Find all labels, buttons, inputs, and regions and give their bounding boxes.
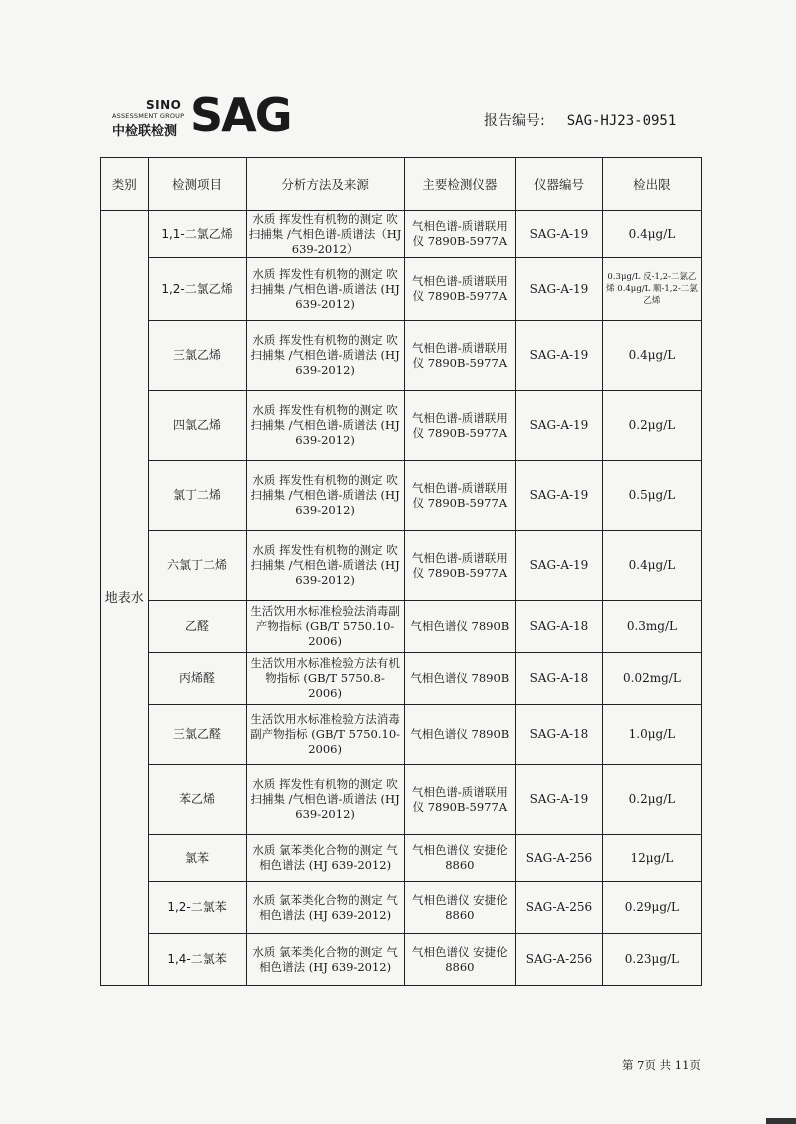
detection-limit-cell: 0.4μg/L [602,531,701,601]
header-detection-limit: 检出限 [602,158,701,211]
instrument-cell: 气相色谱-质谱联用仪 7890B-5977A [404,461,516,531]
method-cell: 生活饮用水标准检验方法有机物指标 (GB/T 5750.8-2006) [246,653,404,705]
method-cell: 水质 挥发性有机物的测定 吹扫捕集 /气相色谱-质谱法 (HJ 639-2012) [246,531,404,601]
instrument-code-cell: SAG-A-18 [516,601,603,653]
instrument-cell: 气相色谱仪 7890B [404,653,516,705]
item-cell: 1,2-二氯乙烯 [148,258,246,321]
instrument-cell: 气相色谱-质谱联用仪 7890B-5977A [404,391,516,461]
table-row [101,321,702,391]
item-cell: 三氯乙烯 [148,321,246,391]
instrument-cell: 气相色谱仪 7890B [404,601,516,653]
logo-group-text: ASSESSMENT GROUP [112,112,185,120]
instrument-cell: 气相色谱-质谱联用仪 7890B-5977A [404,211,516,258]
instrument-code-cell: SAG-A-256 [516,882,603,934]
instrument-cell: 气相色谱-质谱联用仪 7890B-5977A [404,531,516,601]
item-cell: 1,2-二氯苯 [148,882,246,934]
instrument-code-cell: SAG-A-256 [516,835,603,882]
header-instrument-code: 仪器编号 [516,158,603,211]
method-cell: 水质 挥发性有机物的测定 吹扫捕集 /气相色谱-质谱法 (HJ 639-2012) [246,461,404,531]
item-cell: 四氯乙烯 [148,391,246,461]
instrument-cell: 气相色谱仪 安捷伦 8860 [404,882,516,934]
instrument-code-cell: SAG-A-19 [516,258,603,321]
table-row [101,531,702,601]
detection-limit-cell: 0.5μg/L [602,461,701,531]
scan-edge-bar [766,1118,796,1124]
item-cell: 乙醛 [148,601,246,653]
detection-limit-cell: 12μg/L [602,835,701,882]
method-cell: 水质 挥发性有机物的测定 吹扫捕集 /气相色谱-质谱法（HJ 639-2012） [246,211,404,258]
instrument-code-cell: SAG-A-18 [516,705,603,765]
table-header-row [101,158,702,211]
category-cell: 地表水 [101,211,149,986]
item-cell: 丙烯醛 [148,653,246,705]
method-cell: 水质 氯苯类化合物的测定 气相色谱法 (HJ 639-2012) [246,835,404,882]
instrument-code-cell: SAG-A-19 [516,321,603,391]
method-cell: 水质 氯苯类化合物的测定 气相色谱法 (HJ 639-2012) [246,882,404,934]
item-cell: 1,4-二氯苯 [148,934,246,986]
detection-limit-cell: 0.2μg/L [602,765,701,835]
table-row [101,882,702,934]
page-number: 第 7页 共 11页 [622,1058,701,1072]
table-row [101,653,702,705]
method-cell: 生活饮用水标准检验法消毒副产物指标 (GB/T 5750.10-2006) [246,601,404,653]
table-row [101,211,702,258]
detection-limit-cell: 0.3mg/L [602,601,701,653]
method-cell: 水质 挥发性有机物的测定 吹扫捕集 /气相色谱-质谱法 (HJ 639-2012) [246,391,404,461]
method-cell: 生活饮用水标准检验方法消毒副产物指标 (GB/T 5750.10-2006) [246,705,404,765]
method-cell: 水质 挥发性有机物的测定 吹扫捕集 /气相色谱-质谱法 (HJ 639-2012) [246,258,404,321]
instrument-code-cell: SAG-A-19 [516,765,603,835]
header-method: 分析方法及来源 [246,158,404,211]
detection-limit-cell: 0.02mg/L [602,653,701,705]
item-cell: 1,1-二氯乙烯 [148,211,246,258]
instrument-cell: 气相色谱仪 安捷伦 8860 [404,934,516,986]
table-row [101,765,702,835]
instrument-code-cell: SAG-A-19 [516,391,603,461]
item-cell: 三氯乙醛 [148,705,246,765]
instrument-code-cell: SAG-A-19 [516,461,603,531]
report-number-label: 报告编号: [484,113,545,129]
instrument-cell: 气相色谱-质谱联用仪 7890B-5977A [404,321,516,391]
detection-limit-cell: 0.23μg/L [602,934,701,986]
detection-limit-cell: 0.3μg/L 反-1,2-二氯乙烯 0.4μg/L 顺-1,2-二氯乙烯 [602,258,701,321]
item-cell: 氯丁二烯 [148,461,246,531]
instrument-cell: 气相色谱仪 7890B [404,705,516,765]
detection-limit-cell: 1.0μg/L [602,705,701,765]
logo-sino-text: SINO [146,98,182,112]
instrument-code-cell: SAG-A-18 [516,653,603,705]
table-row [101,934,702,986]
table-row [101,461,702,531]
detection-limit-cell: 0.4μg/L [602,211,701,258]
detection-limit-cell: 0.29μg/L [602,882,701,934]
method-cell: 水质 氯苯类化合物的测定 气相色谱法 (HJ 639-2012) [246,934,404,986]
item-cell: 六氯丁二烯 [148,531,246,601]
logo-sag-text: SAG [190,88,291,142]
header-instrument: 主要检测仪器 [404,158,516,211]
detection-methods-table [100,157,702,986]
method-cell: 水质 挥发性有机物的测定 吹扫捕集 /气相色谱-质谱法 (HJ 639-2012) [246,765,404,835]
instrument-cell: 气相色谱仪 安捷伦 8860 [404,835,516,882]
report-number-value: SAG-HJ23-0951 [566,113,677,129]
detection-limit-cell: 0.2μg/L [602,391,701,461]
table-row [101,258,702,321]
instrument-cell: 气相色谱-质谱联用仪 7890B-5977A [404,765,516,835]
sag-logo [112,88,292,142]
method-cell: 水质 挥发性有机物的测定 吹扫捕集 /气相色谱-质谱法 (HJ 639-2012) [246,321,404,391]
instrument-code-cell: SAG-A-256 [516,934,603,986]
table-row [101,705,702,765]
table-row [101,835,702,882]
instrument-code-cell: SAG-A-19 [516,211,603,258]
instrument-cell: 气相色谱-质谱联用仪 7890B-5977A [404,258,516,321]
report-number-line [484,110,676,130]
header-category: 类别 [101,158,149,211]
table-row [101,601,702,653]
header-item: 检测项目 [148,158,246,211]
instrument-code-cell: SAG-A-19 [516,531,603,601]
logo-cn-text: 中检联检测 [112,124,178,139]
item-cell: 苯乙烯 [148,765,246,835]
item-cell: 氯苯 [148,835,246,882]
table-row [101,391,702,461]
detection-limit-cell: 0.4μg/L [602,321,701,391]
